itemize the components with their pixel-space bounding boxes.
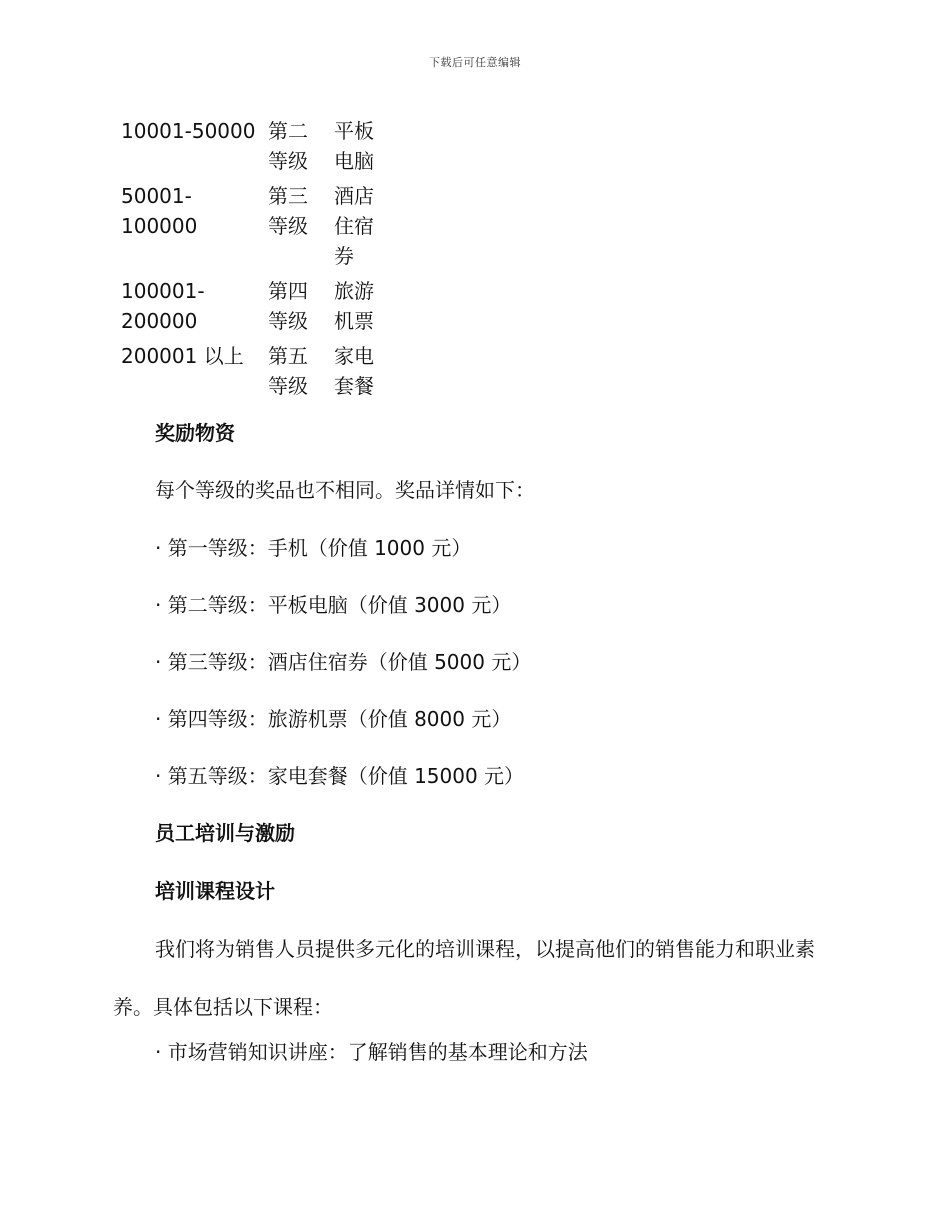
prize-cell: 家电套餐 (334, 344, 374, 398)
prize-cell: 旅游机票 (334, 279, 374, 333)
table-row (115, 116, 378, 181)
range-cell: 10001-50000 (121, 119, 256, 143)
level-cell: 第二等级 (268, 119, 308, 173)
level-cell: 第四等级 (268, 279, 308, 333)
list-item: · 第三等级：酒店住宿券（价值 5000 元） (155, 650, 532, 674)
prize-cell: 平板电脑 (334, 119, 374, 173)
page-header: 下载后可任意编辑 (429, 56, 521, 69)
training-heading: 员工培训与激励 (155, 821, 295, 845)
list-item: · 第一等级：手机（价值 1000 元） (155, 536, 472, 560)
level-cell: 第三等级 (268, 184, 308, 238)
range-cell: 200001 以上 (121, 344, 244, 368)
range-cell: 50001-100000 (121, 184, 198, 238)
list-item: · 第四等级：旅游机票（价值 8000 元） (155, 707, 512, 731)
table-row (115, 181, 378, 276)
list-item: · 第二等级：平板电脑（价值 3000 元） (155, 593, 512, 617)
rewards-heading: 奖励物资 (155, 421, 235, 445)
prize-cell: 酒店住宿券 (334, 184, 374, 268)
table-row (115, 341, 378, 406)
level-cell: 第五等级 (268, 344, 308, 398)
training-paragraph: 我们将为销售人员提供多元化的培训课程，以提高他们的销售能力和职业素养。具体包括以下课程： (113, 937, 815, 1019)
list-item: · 第五等级：家电套餐（价值 15000 元） (155, 764, 525, 788)
range-cell: 100001-200000 (121, 279, 205, 333)
list-item: · 市场营销知识讲座：了解销售的基本理论和方法 (155, 1040, 588, 1064)
prize-tier-table (115, 116, 378, 406)
table-row (115, 276, 378, 341)
rewards-intro: 每个等级的奖品也不相同。奖品详情如下： (155, 478, 535, 502)
training-subheading: 培训课程设计 (155, 879, 275, 903)
